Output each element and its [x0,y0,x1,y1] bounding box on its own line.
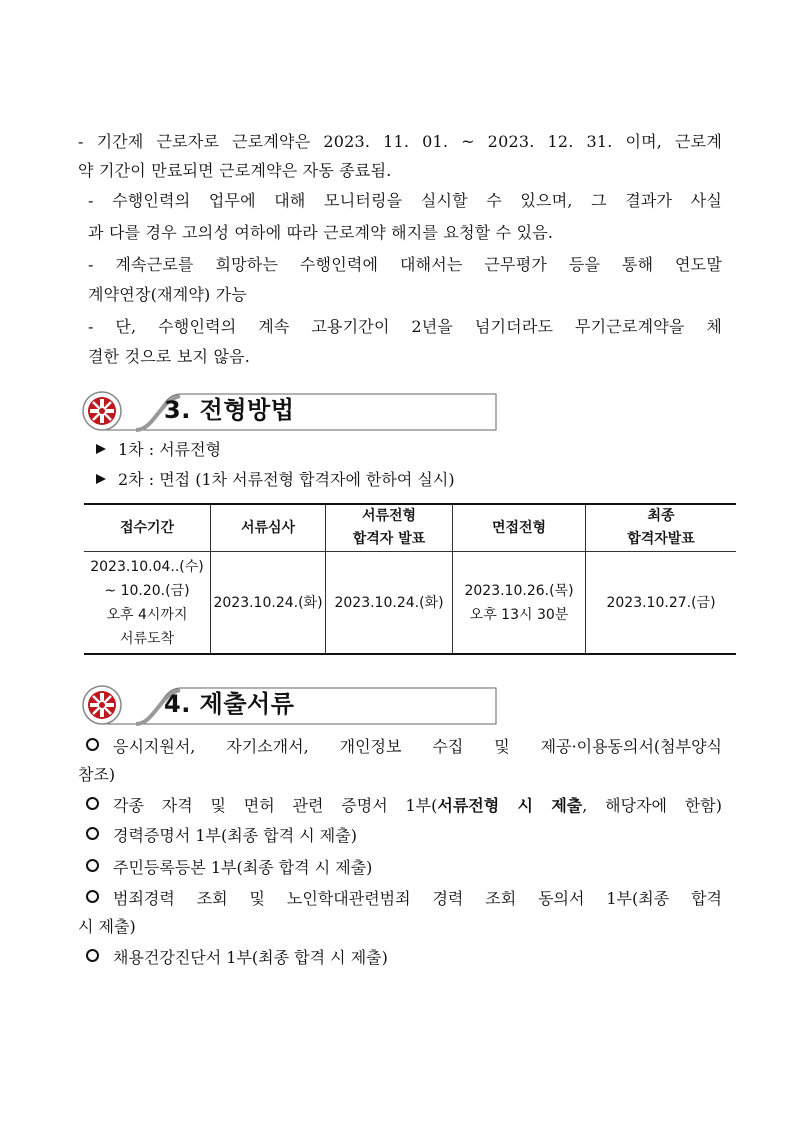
arrow-bullet-icon [96,474,106,484]
document-item-text-end: , 해당자에 한함) [582,796,722,815]
table-cell: 2023.10.27.(금) [586,552,737,655]
header-cell: 접수기간 [84,504,211,552]
charity-logo-icon [88,691,116,719]
document-item [78,884,722,913]
intro-line-4: 과 다를 경우 고의성 여하에 따라 근로계약 해지를 요청할 수 있음. [88,223,554,242]
circle-bullet-icon [86,827,99,840]
intro-line-5: - 계속근로를 희망하는 수행인력에 대해서는 근무평가 등을 통해 연도말 [88,255,722,274]
step-2 [96,467,455,493]
intro-line-8: 결한 것으로 보지 않음. [88,347,251,366]
intro-line-2: 약 기간이 만료되면 근로계약은 자동 종료됨. [78,161,392,180]
circle-bullet-icon [86,738,99,751]
circle-bullet-icon [86,797,99,810]
table-cell: 2023.10.04..(수) ~ 10.20.(금) 오후 4시까지 서류도착 [84,552,211,655]
intro-line-6: 계약연장(재계약) 가능 [88,285,248,304]
header-cell: 서류전형 합격자 발표 [326,504,453,552]
table-header-row [84,504,736,552]
document-item-text: 범죄경력 조회 및 노인학대관련범죄 경력 조회 동의서 1부(최종 합격 [113,889,722,908]
document-item-continuation: 시 제출) [78,917,136,936]
schedule-table [84,503,736,655]
section-3-header [76,390,500,432]
document-item-continuation: 참조) [78,765,116,784]
arrow-bullet-icon [96,444,106,454]
step-1 [96,437,221,463]
document-item-text: 경력증명서 1부(최종 합격 시 제출) [113,826,357,845]
document-item [78,853,722,882]
section-3-title: 3. 전형방법 [164,396,295,424]
document-item-text: 채용건강진단서 1부(최종 합격 시 제출) [113,948,388,967]
document-item-emphasis: 서류전형 시 제출 [437,796,583,815]
intro-line-3: - 수행인력의 업무에 대해 모니터링을 실시할 수 있으며, 그 결과가 사실 [88,191,722,210]
header-cell: 최종 합격자발표 [586,504,737,552]
circle-bullet-icon [86,949,99,962]
section-4-header [76,684,500,726]
intro-line-7: - 단, 수행인력의 계속 고용기간이 2년을 넘기더라도 무기근로계약을 체 [88,317,722,336]
intro-line-1: - 기간제 근로자로 근로계약은 2023. 11. 01. ~ 2023. 12. 31. 이며, 근로계 [78,132,722,151]
circle-bullet-icon [86,890,99,903]
table-cell: 2023.10.24.(화) [326,552,453,655]
table-row [84,552,736,655]
header-cell: 서류심사 [211,504,326,552]
document-item [78,791,722,820]
document-item-text: 주민등록등본 1부(최종 합격 시 제출) [113,858,373,877]
circle-bullet-icon [86,859,99,872]
table-cell: 2023.10.26.(목) 오후 13시 30분 [453,552,586,655]
document-item-text: 각종 자격 및 면허 관련 증명서 1부( [113,796,438,815]
header-cell: 면접전형 [453,504,586,552]
charity-logo-icon [88,397,116,425]
section-4-title: 4. 제출서류 [164,690,295,718]
document-item [78,821,722,850]
step-2-text: 2차 : 면접 (1차 서류전형 합격자에 한하여 실시) [118,470,455,489]
document-item-text: 응시지원서, 자기소개서, 개인정보 수집 및 제공·이용동의서(첨부양식 [113,737,722,756]
step-1-text: 1차 : 서류전형 [118,440,222,459]
document-item [78,943,722,972]
table-cell: 2023.10.24.(화) [211,552,326,655]
document-item [78,732,722,761]
